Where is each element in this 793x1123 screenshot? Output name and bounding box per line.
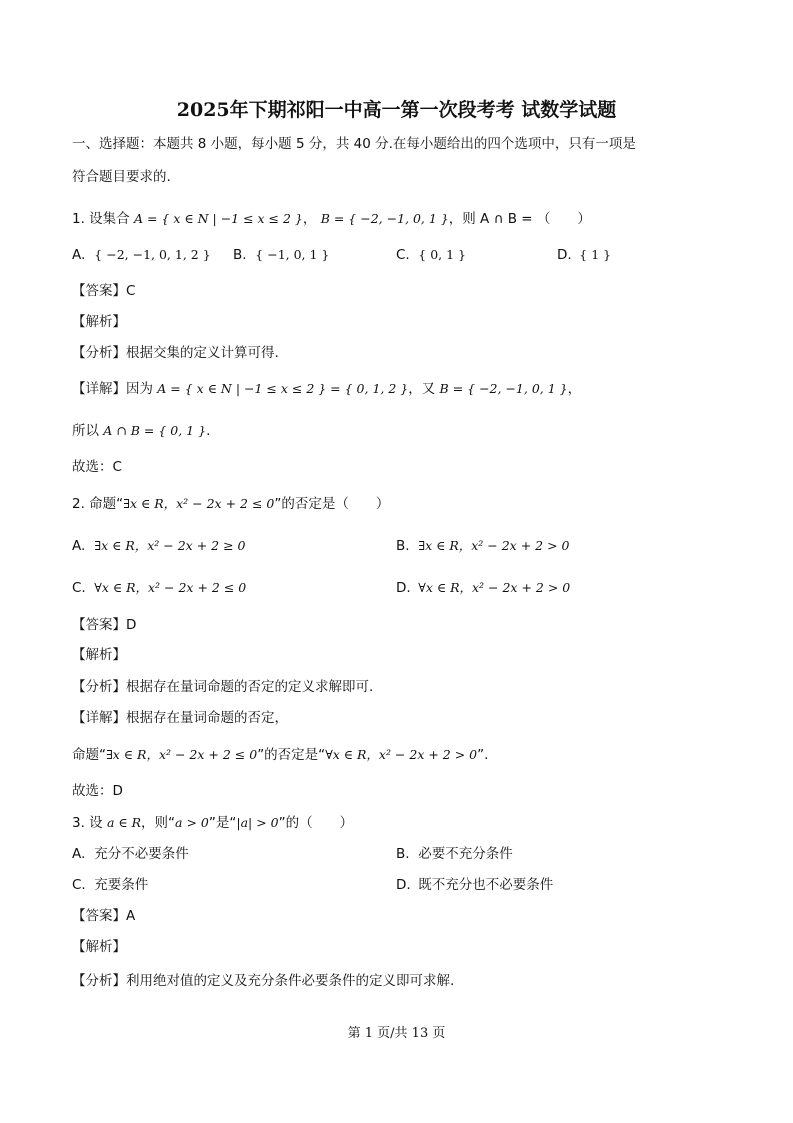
q1-detail2-prefix: 所以 [72,423,104,439]
page-footer: 第 1 页/共 13 页 [347,1026,446,1041]
q3-stem-mid2: ”是“ [208,815,237,831]
section-instructions-line-2: 符合题目要求的. [72,169,171,185]
q2-stem-math: ∃x ∈ R，x² − 2x + 2 ≤ 0 [123,496,275,511]
q3-stem-math-b: a > 0 [175,815,209,830]
q3-answer: 【答案】A [72,908,136,924]
option-text: ∃x ∈ R，x² − 2x + 2 ≥ 0 [94,538,246,553]
q2-option-c [72,578,246,598]
q3-stem-suffix: ”的（ ） [278,815,354,831]
q2-fenxi: 【分析】根据存在量词命题的否定的定义求解即可. [72,679,374,695]
q1-detail-math-b: B = { −2, −1, 0, 1 } [439,381,568,396]
q1-stem-sep: ， [302,211,321,227]
option-text: { 1 } [579,247,612,262]
option-label: B. [233,247,247,263]
q1-detail-end: ， [567,381,582,397]
section-instructions-line-1: 一、选择题：本题共 8 小题，每小题 5 分，共 40 分.在每小题给出的四个选项中，只有一项是 [72,136,636,152]
q2-option-d [396,578,570,598]
exam-title: 2025年下期祁阳一中高一第一次段考考 试数学试题 [176,99,617,121]
option-text: { 0, 1 } [418,247,467,262]
q1-stem-suffix: ，则 A ∩ B = （ ） [448,211,591,227]
q3-stem-math-c: |a| > 0 [236,815,279,830]
q2-detail-2 [72,745,488,765]
q3-stem-prefix: 3. 设 [72,815,107,831]
q1-answer: 【答案】C [72,283,136,299]
option-text: { −1, 0, 1 } [255,247,330,262]
q1-option-c [396,245,466,265]
q2-detail: 【详解】根据存在量词命题的否定， [72,710,288,726]
q3-stem-mid: ，则“ [141,815,176,831]
q2-detail2-math-b: ∀x ∈ R，x² − 2x + 2 > 0 [325,747,478,762]
q2-analysis-tag: 【解析】 [72,647,126,663]
option-label: D. [396,877,411,893]
option-text: 必要不充分条件 [418,846,513,862]
q3-stem-math: a ∈ R [106,815,142,830]
option-label: B. [396,846,410,862]
option-label: A. [72,846,86,862]
question-2-stem [72,494,389,514]
option-label: D. [557,247,572,263]
q1-option-b [233,245,329,265]
q1-analysis-tag: 【解析】 [72,314,126,330]
q1-detail-prefix: 【详解】因为 [72,381,158,397]
q2-detail2-end: ”. [477,747,489,763]
q3-analysis-tag: 【解析】 [72,939,126,955]
q1-option-a [72,245,211,265]
q1-set-a: A = { x ∈ N | −1 ≤ x ≤ 2 } [133,211,303,226]
q1-detail [72,379,581,399]
option-text: ∃x ∈ R，x² − 2x + 2 > 0 [418,538,570,553]
option-label: A. [72,247,86,263]
q2-answer: 【答案】D [72,617,137,633]
option-text: 既不充分也不必要条件 [418,877,554,893]
question-3-stem [72,813,353,833]
q3-option-d [396,875,553,895]
q1-detail2-end: . [206,423,211,439]
q1-set-b: B = { −2, −1, 0, 1 } [320,211,449,226]
q1-choose: 故选：C [72,459,122,475]
option-text: ∀x ∈ R，x² − 2x + 2 ≤ 0 [94,580,247,595]
option-text: { −2, −1, 0, 1, 2 } [94,247,211,262]
question-1-stem [72,209,591,229]
q2-stem-suffix: ”的否定是（ ） [274,496,390,512]
q2-detail2-prefix: 命题“ [72,747,106,763]
q1-detail-2 [72,421,210,441]
option-label: A. [72,538,86,554]
option-label: C. [72,877,86,893]
option-label: C. [396,247,410,263]
q1-detail2-math: A ∩ B = { 0, 1 } [103,423,207,438]
q1-fenxi: 【分析】根据交集的定义计算可得. [72,345,279,361]
q2-option-a [72,536,245,556]
q1-detail-mid: ，又 [408,381,440,397]
option-text: 充要条件 [94,877,149,893]
q2-detail2-math: ∃x ∈ R，x² − 2x + 2 ≤ 0 [106,747,258,762]
option-text: 充分不必要条件 [94,846,189,862]
option-label: B. [396,538,410,554]
q2-stem-prefix: 2. 命题“ [72,496,124,512]
q2-choose: 故选：D [72,783,123,799]
option-text: ∀x ∈ R，x² − 2x + 2 > 0 [418,580,571,595]
q3-option-c [72,875,148,895]
q1-detail-math: A = { x ∈ N | −1 ≤ x ≤ 2 } = { 0, 1, 2 } [157,381,409,396]
q2-option-b [396,536,569,556]
q1-option-d [557,245,611,265]
option-label: C. [72,580,86,596]
q3-fenxi: 【分析】利用绝对值的定义及充分条件必要条件的定义即可求解. [72,973,455,989]
option-label: D. [396,580,411,596]
q3-option-b [396,844,513,864]
q2-detail2-mid: ”的否定是“ [257,747,326,763]
q1-stem-prefix: 1. 设集合 [72,211,134,227]
q3-option-a [72,844,189,864]
